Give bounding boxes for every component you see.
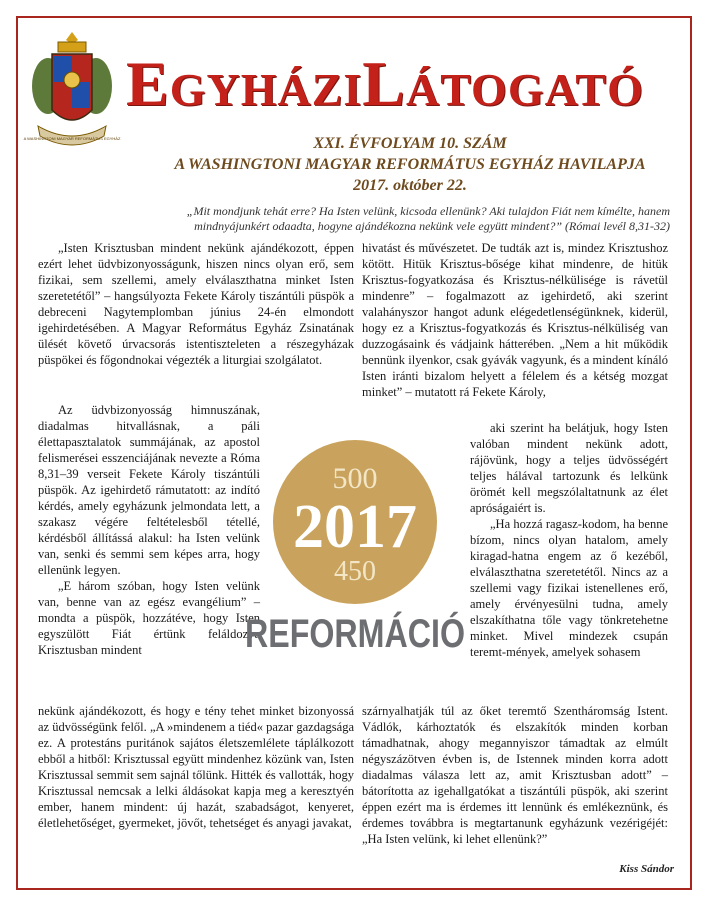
title-initial-2: L xyxy=(362,48,406,119)
issue-line: XXI. ÉVFOLYAM 10. SZÁM xyxy=(313,135,507,152)
article-paragraph: „E három szóban, hogy Isten velünk van, benne van az egész evangélium” – mondta a püspök, hozzátéve, hogy Isten egyszülött Fiát értünk feláldozva Krisztusban mindent xyxy=(38,579,260,657)
logo-top-number: 500 xyxy=(332,462,378,495)
masthead-title xyxy=(126,44,686,124)
article-paragraph: szárnyalhatják túl az őket teremtő Szentháromság Istent. Vádlók, kárhoztatók és elszakítók minden korban támadhatnak, ahogy megannyiszor támadtak az elmúlt négyszázötven évben is, de Istennek minden korra adott diadalmas válasza lett az, amit Krisztusban adott” – bátorította az igehallgatókat a tiszántúli püspök, aki szerint éppen ezért ma is érdemes itt lennünk és emlékeznünk, és érdemes továbbra is megtartanunk egyházunk vezérigéjét: „Ha Isten velünk, ki lehet ellenünk?” xyxy=(362,704,668,846)
article-paragraph: Az üdvbizonyosság himnuszának, diadalmas hitvallásnak, a páli élettapasztalatok summájának, az apostol felismerései esszenciájának nevezte a Róma 8,31–39 verseit Fekete Károly tiszántúli püspök. Az igehirdető rámutatott: az indító kérdés, amely egyházunk jelmondata lett, a szakasz végére feltételesből tétellé, kérdésből állítássá alakul: ha Isten velünk van, senki és semmi sem képes arra, hogy ellenünk legyen. xyxy=(38,403,260,577)
epigraph-line-2: mindnyájunkért odaadta, hogyne ajándékozna nekünk vele együtt mindent?” (Római levél 8,31-32) xyxy=(194,219,670,233)
crest-ribbon-text: A WASHINGTONI MAGYAR REFORMÁTUS EGYHÁZ xyxy=(23,136,121,141)
publisher-line: A WASHINGTONI MAGYAR REFORMÁTUS EGYHÁZ HAVILAPJA xyxy=(174,156,646,173)
article-paragraph: „Isten Krisztusban mindent nekünk ajándékozott, éppen ezért lehet üdvbizonyosságunk, hiszen nincs olyan erő, sem fizikai, sem szellemi, amely elválaszthatna minket Isten szeretetétől” – hangsúlyozta Fekete Károly tiszántúli püspök a debreceni Nagytemplomban június 24-én elmondott igehirdetésében. A Magyar Református Egyház Zsinatának ülését követő úrvacsorás istentiszteleten a részegyházak püspökei és főgondnokai végezték a liturgiai szolgálatot. xyxy=(38,241,354,367)
church-crest-emblem xyxy=(23,30,121,160)
author-signature: Kiss Sándor xyxy=(619,863,674,875)
article-left-bottom xyxy=(38,703,354,831)
reformation-2017-logo xyxy=(238,422,519,662)
date-line: 2017. október 22. xyxy=(353,177,467,194)
epigraph xyxy=(40,204,670,234)
article-paragraph: „Ha hozzá ragasz-kodom, ha benne bízom, nincs olyan hatalom, amely kiragad-hatna engem az ő kezéből, elválaszthatna szeretetétől. Nincs az a szellemi vagy fizikai istenellenes erő, amely érvényesülni tudna, amely elszakíthatna tőle vagy tönkretehetne minket. Mivel mindezek csupán teremt-mények, amelyek sohasem xyxy=(470,517,668,659)
article-left-column xyxy=(38,240,354,368)
article-right-column xyxy=(362,240,668,400)
article-right-narrow xyxy=(470,420,668,660)
logo-main-number: 2017 xyxy=(293,493,417,561)
title-initial-1: E xyxy=(126,48,170,119)
title-rest-2: ÁTOGATÓ xyxy=(405,64,644,115)
article-left-narrow xyxy=(38,402,260,658)
article-paragraph: aki szerint ha belátjuk, hogy Isten valóban mindent nekünk adott, rájövünk, hogy a teljes üdvösségért teljes hálával tartozunk és lelkünk örömét kell megszólaltatnunk az élet apróságaiért is. xyxy=(470,421,668,515)
article-paragraph: hivatást és művészetet. De tudták azt is, mindez Krisztushoz kötött. Hitük Krisztus-bősége kihat mindenre, de hitük Krisztus-fogyatkozása és Krisztus-nélkülisége is rávetül mindenre” – fogalmazott az igehirdető, aki szerint valahányszor hangot adunk elégedetlenségünknek, kiderül, hogy ez a Krisztus-fogyatkozás és Krisztus-nélküliség van duzzogásaink és vádjaink hátterében. „Nem a hit működik bennünk ilyenkor, csak gyávák vagyunk, és a mindent kínáló Isten iránti bizalom helyett a félelem és a kétség mozgat minket” – mutatott rá Fekete Károly, xyxy=(362,241,668,399)
logo-word: REFORMÁCIÓ xyxy=(245,612,519,656)
title-rest-1: GYHÁZI xyxy=(169,64,363,115)
epigraph-line-1: „Mit mondjunk tehát erre? Ha Isten velünk, kicsoda ellenünk? Aki tulajdon Fiát nem kímélte, hanem xyxy=(186,204,670,218)
article-paragraph: nekünk ajándékozott, és hogy e tény tehet minket bizonyossá az üdvösségünk felől. „A »mindenem a tiéd« pazar gazdagsága ez. A protestáns puritánok sajátos életszemlélete táplálkozott ebből a hitből: Krisztussal együtt mindenhez közünk van, Isten Krisztussal semmit sem sajnál tőlünk. Hitték és vallották, hogy Krisztussal nemcsak a lelki áldásokat kapja meg a keresztyén ember, hanem mindent: új hazát, szabadságot, kenyeret, életlehetőséget, gyermeket, jövőt, tehetséget és anyagi javakat, xyxy=(38,704,354,830)
article-right-bottom xyxy=(362,703,668,847)
logo-bottom-number: 450 xyxy=(334,556,376,587)
